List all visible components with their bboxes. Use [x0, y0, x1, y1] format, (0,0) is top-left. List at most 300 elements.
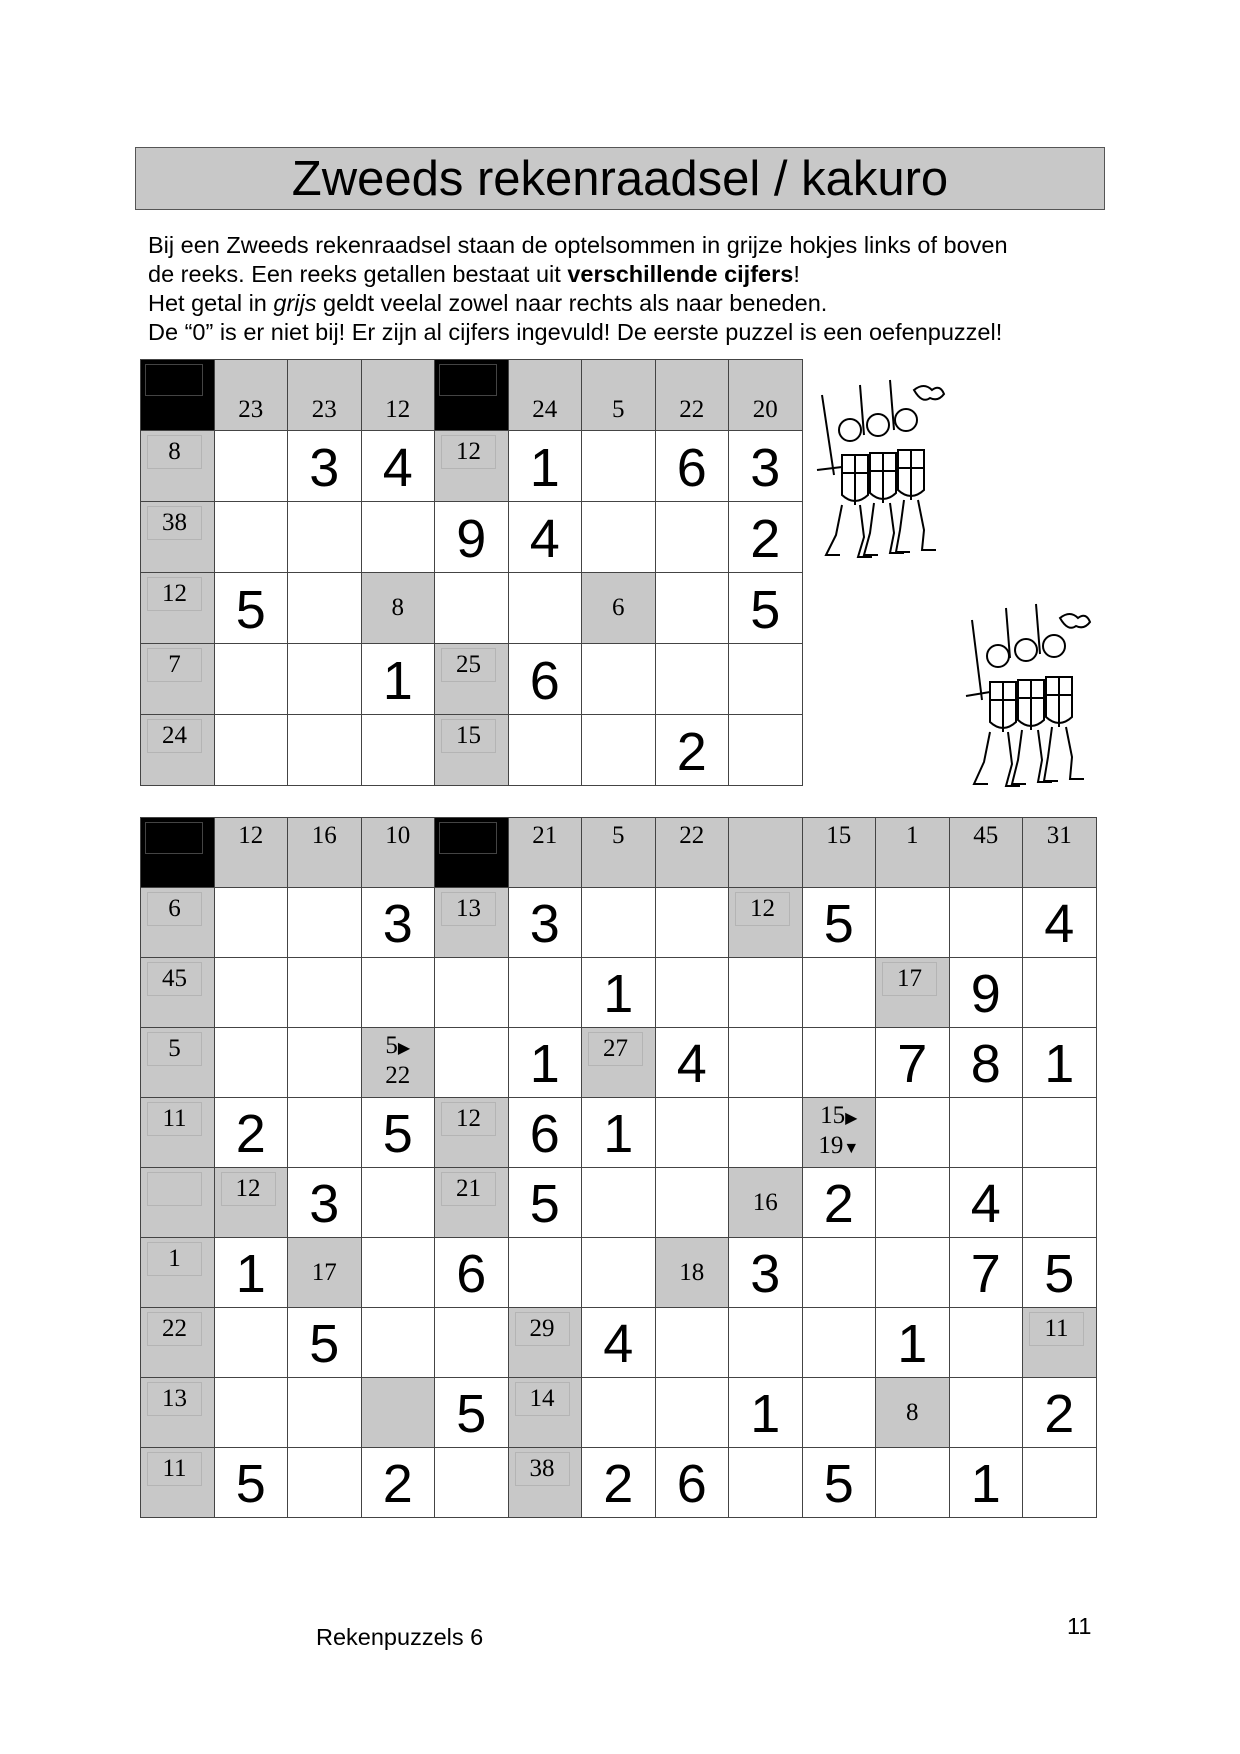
- answer-cell[interactable]: [435, 1448, 509, 1518]
- answer-cell[interactable]: [582, 888, 656, 958]
- answer-cell[interactable]: [582, 644, 656, 715]
- given-digit: 1: [529, 438, 560, 498]
- answer-cell[interactable]: [655, 1098, 729, 1168]
- clue-sum: 14: [515, 1382, 570, 1416]
- clue-sum: 21: [441, 1172, 496, 1206]
- given-digit: 9: [970, 964, 1001, 1024]
- answer-cell[interactable]: [435, 958, 509, 1028]
- answer-cell[interactable]: [876, 1028, 950, 1098]
- answer-cell[interactable]: [582, 502, 656, 573]
- answer-cell[interactable]: [655, 1308, 729, 1378]
- given-digit: 1: [970, 1454, 1001, 1514]
- clue-cell: [361, 360, 435, 431]
- answer-cell[interactable]: [361, 715, 435, 786]
- answer-cell[interactable]: [949, 1028, 1023, 1098]
- clue-cell: [729, 888, 803, 958]
- answer-cell[interactable]: [214, 502, 288, 573]
- answer-cell[interactable]: [949, 958, 1023, 1028]
- clue-sum: 13: [441, 892, 496, 926]
- given-digit: 2: [382, 1454, 413, 1514]
- given-digit: 6: [676, 438, 707, 498]
- answer-cell[interactable]: [582, 1308, 656, 1378]
- answer-cell[interactable]: [508, 1238, 582, 1308]
- clue-sum-down: [803, 1132, 876, 1163]
- clue-sum: 18: [679, 1258, 705, 1286]
- clue-sum: 45: [147, 962, 202, 996]
- given-digit: 6: [456, 1244, 487, 1304]
- answer-cell[interactable]: [288, 1028, 362, 1098]
- given-digit: 2: [603, 1454, 634, 1514]
- clue-sum-right: [803, 1102, 876, 1133]
- given-digit: 2: [676, 722, 707, 782]
- clue-cell: [288, 1238, 362, 1308]
- given-digit: 5: [456, 1384, 487, 1444]
- clue-cell: [361, 573, 435, 644]
- clue-cell: [1023, 1308, 1097, 1378]
- clue-cell: [214, 818, 288, 888]
- given-digit: 1: [382, 651, 413, 711]
- clue-sum: 6: [147, 892, 202, 926]
- answer-cell[interactable]: [802, 888, 876, 958]
- given-digit: 4: [382, 438, 413, 498]
- answer-cell[interactable]: [802, 1448, 876, 1518]
- instructions-italic-text: grijs: [273, 290, 317, 316]
- clue-sum: 17: [311, 1258, 337, 1286]
- clue-sum: 23: [311, 396, 337, 423]
- answer-cell[interactable]: [655, 644, 729, 715]
- clue-number: 22: [385, 1062, 411, 1089]
- answer-cell[interactable]: [214, 1098, 288, 1168]
- given-digit: 6: [529, 651, 560, 711]
- clue-sum: 8: [147, 435, 202, 469]
- answer-cell[interactable]: [361, 644, 435, 715]
- answer-cell[interactable]: [288, 888, 362, 958]
- clue-cell: [361, 1378, 435, 1448]
- clue-cell: [141, 1308, 215, 1378]
- clue-sum: 15: [441, 719, 496, 753]
- answer-cell[interactable]: [655, 888, 729, 958]
- given-digit: 5: [823, 894, 854, 954]
- clue-sum: 24: [532, 396, 558, 423]
- clue-cell: [141, 1168, 215, 1238]
- page-title: Zweeds rekenraadsel / kakuro: [135, 147, 1105, 210]
- kakuro-grid: [140, 817, 1097, 1518]
- clue-sum: 5: [612, 396, 625, 423]
- clue-cell: [435, 1168, 509, 1238]
- answer-cell[interactable]: [582, 1098, 656, 1168]
- given-digit: 4: [970, 1174, 1001, 1234]
- clue-cell: [141, 715, 215, 786]
- answer-cell[interactable]: [949, 1448, 1023, 1518]
- grid-row: [141, 888, 1097, 958]
- answer-cell[interactable]: [435, 1308, 509, 1378]
- answer-cell[interactable]: [214, 1238, 288, 1308]
- answer-cell[interactable]: [949, 1308, 1023, 1378]
- answer-cell[interactable]: [729, 1028, 803, 1098]
- given-digit: 5: [235, 1454, 266, 1514]
- clue-number: 15: [820, 1102, 846, 1129]
- given-digit: 1: [1044, 1034, 1075, 1094]
- clue-cell: [508, 360, 582, 431]
- answer-cell[interactable]: [214, 644, 288, 715]
- given-digit: 6: [529, 1104, 560, 1164]
- clue-sum: 22: [679, 396, 705, 423]
- answer-cell[interactable]: [729, 502, 803, 573]
- answer-cell[interactable]: [435, 1028, 509, 1098]
- answer-cell[interactable]: [435, 1378, 509, 1448]
- practice-kakuro-grid: [140, 359, 803, 786]
- given-digit: 2: [750, 509, 781, 569]
- answer-cell[interactable]: [802, 958, 876, 1028]
- answer-cell[interactable]: [508, 1098, 582, 1168]
- clue-cell: [876, 818, 950, 888]
- answer-cell[interactable]: [949, 1098, 1023, 1168]
- given-digit: 3: [309, 438, 340, 498]
- answer-cell[interactable]: [288, 644, 362, 715]
- clue-number: 19: [818, 1132, 844, 1159]
- clue-sum: 11: [147, 1452, 202, 1486]
- clue-cell: [876, 958, 950, 1028]
- answer-cell[interactable]: [508, 644, 582, 715]
- clue-cell: [288, 818, 362, 888]
- book-title: Rekenpuzzels 6: [316, 1624, 484, 1650]
- answer-cell[interactable]: [288, 1448, 362, 1518]
- given-digit: 1: [897, 1314, 928, 1374]
- answer-cell[interactable]: [655, 1448, 729, 1518]
- clue-cell: [435, 644, 509, 715]
- clue-sum: 8: [906, 1398, 919, 1426]
- answer-cell[interactable]: [655, 1378, 729, 1448]
- grid-row: [141, 431, 803, 502]
- answer-cell[interactable]: [1023, 1378, 1097, 1448]
- given-digit: 7: [970, 1244, 1001, 1304]
- instructions-text: !: [793, 261, 800, 287]
- given-digit: 1: [750, 1384, 781, 1444]
- grid-row: [141, 360, 803, 431]
- clue-sum-down: [362, 1062, 435, 1090]
- clue-cell: [361, 1028, 435, 1098]
- answer-cell[interactable]: [582, 1168, 656, 1238]
- answer-cell[interactable]: [288, 1168, 362, 1238]
- answer-cell[interactable]: [729, 573, 803, 644]
- answer-cell[interactable]: [214, 1308, 288, 1378]
- clue-cell: [655, 360, 729, 431]
- given-digit: 6: [676, 1454, 707, 1514]
- answer-cell[interactable]: [435, 1238, 509, 1308]
- answer-cell[interactable]: [876, 1238, 950, 1308]
- grid-row: [141, 502, 803, 573]
- arrow-right-icon: ▶: [845, 1110, 858, 1127]
- answer-cell[interactable]: [876, 1168, 950, 1238]
- instructions-text: geldt veelal zowel naar rechts als naar beneden.: [316, 290, 828, 316]
- given-digit: 5: [529, 1174, 560, 1234]
- answer-cell[interactable]: [729, 644, 803, 715]
- clue-cell: [802, 1098, 876, 1168]
- given-digit: 1: [603, 1104, 634, 1164]
- answer-cell[interactable]: [288, 958, 362, 1028]
- clue-sum: 16: [752, 1188, 778, 1216]
- clue-sum: 15: [826, 822, 852, 849]
- answer-cell[interactable]: [288, 573, 362, 644]
- clue-cell: [508, 1378, 582, 1448]
- answer-cell[interactable]: [655, 1168, 729, 1238]
- clue-sum: 11: [147, 1102, 202, 1136]
- given-digit: 4: [603, 1314, 634, 1374]
- clue-cell: [141, 502, 215, 573]
- answer-cell[interactable]: [214, 1028, 288, 1098]
- clue-cell: [435, 1098, 509, 1168]
- given-digit: 3: [750, 438, 781, 498]
- given-digit: 1: [603, 964, 634, 1024]
- answer-cell[interactable]: [729, 715, 803, 786]
- answer-cell[interactable]: [361, 1098, 435, 1168]
- answer-cell[interactable]: [288, 1098, 362, 1168]
- grid-row: [141, 715, 803, 786]
- answer-cell[interactable]: [361, 1448, 435, 1518]
- answer-cell[interactable]: [214, 1448, 288, 1518]
- answer-cell[interactable]: [1023, 1168, 1097, 1238]
- grid-row: [141, 958, 1097, 1028]
- grid-row: [141, 1028, 1097, 1098]
- clue-sum: 29: [515, 1312, 570, 1346]
- answer-cell[interactable]: [582, 1238, 656, 1308]
- answer-cell[interactable]: [361, 1238, 435, 1308]
- clue-cell: [141, 431, 215, 502]
- answer-cell[interactable]: [288, 431, 362, 502]
- clue-sum: 6: [612, 594, 625, 621]
- answer-cell[interactable]: [876, 1448, 950, 1518]
- clue-sum: 22: [147, 1312, 202, 1346]
- answer-cell[interactable]: [508, 958, 582, 1028]
- clue-sum: 20: [752, 396, 778, 423]
- clue-sum-right: [362, 1032, 435, 1063]
- answer-cell[interactable]: [435, 502, 509, 573]
- clue-sum: 16: [311, 822, 337, 849]
- clue-cell: [141, 888, 215, 958]
- answer-cell[interactable]: [1023, 888, 1097, 958]
- clue-sum: 10: [385, 822, 411, 849]
- clue-sum: 25: [441, 648, 496, 682]
- clue-sum: 12: [238, 822, 264, 849]
- answer-cell[interactable]: [729, 1448, 803, 1518]
- clue-cell: [582, 818, 656, 888]
- answer-cell[interactable]: [949, 1168, 1023, 1238]
- given-digit: 5: [750, 580, 781, 640]
- answer-cell[interactable]: [1023, 1238, 1097, 1308]
- answer-cell[interactable]: [802, 1028, 876, 1098]
- page-number: 11: [1067, 1613, 1092, 1639]
- clue-cell: [141, 644, 215, 715]
- grid-row: [141, 1098, 1097, 1168]
- instructions-line-1: Bij een Zweeds rekenraadsel staan de optelsommen in grijze hokjes links of boven: [148, 232, 1008, 258]
- instructions-bold-text: verschillende cijfers: [567, 261, 794, 287]
- answer-cell[interactable]: [361, 1168, 435, 1238]
- clue-number: 5: [385, 1032, 398, 1059]
- clue-cell: [582, 360, 656, 431]
- clue-sum: 13: [147, 1382, 202, 1416]
- given-digit: 5: [235, 580, 266, 640]
- answer-cell[interactable]: [876, 1308, 950, 1378]
- clue-sum: 12: [735, 892, 790, 926]
- clue-sum: [147, 1172, 202, 1206]
- answer-cell[interactable]: [729, 431, 803, 502]
- answer-cell[interactable]: [214, 715, 288, 786]
- answer-cell[interactable]: [729, 1098, 803, 1168]
- answer-cell[interactable]: [508, 888, 582, 958]
- clue-sum: 38: [147, 506, 202, 540]
- given-digit: 3: [529, 894, 560, 954]
- clue-cell: [361, 818, 435, 888]
- answer-cell[interactable]: [508, 502, 582, 573]
- instructions-line-4: De “0” is er niet bij! Er zijn al cijfers ingevuld! De eerste puzzel is een oefenpuzzel!: [148, 319, 1003, 345]
- clue-cell: [141, 1238, 215, 1308]
- clue-sum: 17: [882, 962, 937, 996]
- answer-cell[interactable]: [214, 573, 288, 644]
- grid-row: [141, 1448, 1097, 1518]
- answer-cell[interactable]: [655, 958, 729, 1028]
- answer-cell[interactable]: [655, 573, 729, 644]
- answer-cell[interactable]: [655, 1028, 729, 1098]
- answer-cell[interactable]: [288, 502, 362, 573]
- clue-sum: 12: [147, 577, 202, 611]
- given-digit: 2: [823, 1174, 854, 1234]
- given-digit: 4: [529, 509, 560, 569]
- grid-row: [141, 644, 803, 715]
- clue-cell: [582, 1028, 656, 1098]
- answer-cell[interactable]: [361, 502, 435, 573]
- answer-cell[interactable]: [508, 1028, 582, 1098]
- arrow-right-icon: ▶: [397, 1040, 411, 1057]
- answer-cell[interactable]: [802, 1238, 876, 1308]
- answer-cell[interactable]: [361, 1308, 435, 1378]
- answer-cell[interactable]: [288, 715, 362, 786]
- clue-sum: 1: [147, 1242, 202, 1276]
- clue-sum: 24: [147, 719, 202, 753]
- clue-cell: [1023, 818, 1097, 888]
- answer-cell[interactable]: [655, 502, 729, 573]
- answer-cell[interactable]: [729, 1378, 803, 1448]
- instructions-text: Het getal in: [148, 290, 274, 316]
- clue-cell: [729, 1168, 803, 1238]
- answer-cell[interactable]: [288, 1308, 362, 1378]
- answer-cell[interactable]: [214, 958, 288, 1028]
- clue-cell: [435, 715, 509, 786]
- clue-sum: 8: [391, 594, 404, 621]
- answer-cell[interactable]: [1023, 1098, 1097, 1168]
- answer-cell[interactable]: [655, 431, 729, 502]
- answer-cell[interactable]: [435, 573, 509, 644]
- answer-cell[interactable]: [802, 1378, 876, 1448]
- answer-cell[interactable]: [361, 888, 435, 958]
- given-digit: 1: [529, 1034, 560, 1094]
- given-digit: 2: [1044, 1384, 1075, 1444]
- answer-cell[interactable]: [361, 431, 435, 502]
- given-digit: 4: [676, 1034, 707, 1094]
- answer-cell[interactable]: [729, 1238, 803, 1308]
- clue-sum: 27: [588, 1032, 643, 1066]
- answer-cell[interactable]: [214, 431, 288, 502]
- given-digit: 5: [1044, 1244, 1075, 1304]
- clue-sum: 22: [679, 822, 705, 849]
- answer-cell[interactable]: [508, 1168, 582, 1238]
- answer-cell[interactable]: [1023, 958, 1097, 1028]
- answer-cell[interactable]: [1023, 1448, 1097, 1518]
- answer-cell[interactable]: [508, 715, 582, 786]
- arrow-down-icon: ▼: [843, 1140, 860, 1157]
- clue-sum: 12: [221, 1172, 276, 1206]
- given-digit: 1: [235, 1244, 266, 1304]
- answer-cell[interactable]: [582, 1448, 656, 1518]
- given-digit: 4: [1044, 894, 1075, 954]
- answer-cell[interactable]: [802, 1308, 876, 1378]
- clue-cell: [141, 1448, 215, 1518]
- answer-cell[interactable]: [361, 958, 435, 1028]
- given-digit: 8: [970, 1034, 1001, 1094]
- knights-illustration: [812, 375, 952, 565]
- given-digit: 9: [456, 509, 487, 569]
- answer-cell[interactable]: [214, 888, 288, 958]
- answer-cell[interactable]: [729, 1308, 803, 1378]
- answer-cell[interactable]: [1023, 1028, 1097, 1098]
- answer-cell[interactable]: [729, 958, 803, 1028]
- clue-sum: 12: [441, 435, 496, 469]
- given-digit: 7: [897, 1034, 928, 1094]
- clue-cell: [508, 1308, 582, 1378]
- answer-cell[interactable]: [949, 888, 1023, 958]
- grid-row: [141, 818, 1097, 888]
- clue-cell: [435, 888, 509, 958]
- answer-cell[interactable]: [508, 431, 582, 502]
- clue-cell: [141, 1378, 215, 1448]
- clue-cell: [288, 360, 362, 431]
- answer-cell[interactable]: [582, 431, 656, 502]
- answer-cell[interactable]: [802, 1168, 876, 1238]
- clue-sum: 5: [612, 822, 625, 849]
- answer-cell[interactable]: [949, 1378, 1023, 1448]
- clue-cell: [729, 818, 803, 888]
- given-digit: 3: [382, 894, 413, 954]
- grid-row: [141, 1168, 1097, 1238]
- clue-cell: [802, 818, 876, 888]
- clue-cell: [949, 818, 1023, 888]
- clue-cell: [214, 1168, 288, 1238]
- clue-sum: 31: [1046, 822, 1072, 849]
- clue-sum: 23: [238, 396, 264, 423]
- answer-cell[interactable]: [876, 888, 950, 958]
- answer-cell[interactable]: [214, 1378, 288, 1448]
- answer-cell[interactable]: [508, 573, 582, 644]
- answer-cell[interactable]: [582, 715, 656, 786]
- clue-cell: [141, 573, 215, 644]
- clue-cell: [141, 958, 215, 1028]
- answer-cell[interactable]: [288, 1378, 362, 1448]
- given-digit: 5: [823, 1454, 854, 1514]
- clue-sum: 7: [147, 648, 202, 682]
- grid-row: [141, 1238, 1097, 1308]
- clue-cell: [508, 1448, 582, 1518]
- answer-cell[interactable]: [582, 958, 656, 1028]
- clue-cell: [141, 1028, 215, 1098]
- clue-sum: 12: [385, 396, 411, 423]
- instructions-line-2: [148, 260, 1108, 289]
- answer-cell[interactable]: [655, 715, 729, 786]
- answer-cell[interactable]: [949, 1238, 1023, 1308]
- clue-sum: 12: [441, 1102, 496, 1136]
- answer-cell[interactable]: [582, 1378, 656, 1448]
- answer-cell[interactable]: [876, 1098, 950, 1168]
- blocked-cell: [435, 818, 509, 888]
- knights-illustration: [960, 600, 1100, 795]
